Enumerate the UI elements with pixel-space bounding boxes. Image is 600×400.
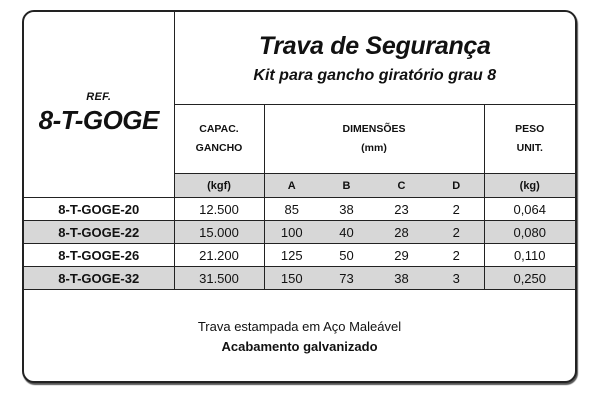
row-peso: 0,250 [484, 267, 575, 290]
unit-d: D [429, 174, 484, 198]
ref-label: REF. [86, 91, 112, 103]
row-dim-c: 28 [374, 221, 429, 244]
row-dim-d: 2 [429, 198, 484, 221]
unit-b: B [319, 174, 374, 198]
row-ref: 8-T-GOGE-20 [24, 198, 174, 221]
unit-kgf: (kgf) [174, 174, 264, 198]
peso-header [484, 105, 575, 174]
row-capac: 31.500 [174, 267, 264, 290]
peso-header-line1: PESO [515, 123, 545, 135]
footer-notes [24, 319, 575, 354]
row-capac: 12.500 [174, 198, 264, 221]
unit-c: C [374, 174, 429, 198]
ref-code: 8-T-GOGE [38, 105, 159, 135]
row-dim-d: 2 [429, 221, 484, 244]
row-dim-b: 40 [319, 221, 374, 244]
capac-header-line2: GANCHO [195, 142, 243, 154]
page-title: Trava de Segurança [258, 31, 491, 60]
row-peso: 0,080 [484, 221, 575, 244]
row-dim-a: 100 [264, 221, 319, 244]
row-dim-c: 29 [374, 244, 429, 267]
row-dim-b: 73 [319, 267, 374, 290]
capac-header [174, 105, 264, 174]
dimensions-header-line1: DIMENSÕES [342, 123, 406, 135]
row-dim-d: 2 [429, 244, 484, 267]
table-row [24, 244, 575, 267]
table-row [24, 198, 575, 221]
row-peso: 0,064 [484, 198, 575, 221]
row-dim-a: 85 [264, 198, 319, 221]
row-peso: 0,110 [484, 244, 575, 267]
unit-kg: (kg) [484, 174, 575, 198]
row-dim-b: 38 [319, 198, 374, 221]
dimensions-header [264, 105, 484, 174]
row-dim-a: 125 [264, 244, 319, 267]
page-subtitle: Kit para gancho giratório grau 8 [253, 66, 497, 84]
dimensions-header-line2: (mm) [361, 142, 387, 154]
table-row [24, 267, 575, 290]
row-capac: 15.000 [174, 221, 264, 244]
row-ref: 8-T-GOGE-26 [24, 244, 174, 267]
row-ref: 8-T-GOGE-32 [24, 267, 174, 290]
footer-material: Trava estampada em Aço Maleável [197, 319, 402, 334]
row-capac: 21.200 [174, 244, 264, 267]
peso-header-line2: UNIT. [516, 142, 543, 154]
row-dim-b: 50 [319, 244, 374, 267]
footer-finish: Acabamento galvanizado [221, 339, 378, 354]
spec-card [22, 10, 577, 383]
row-dim-c: 23 [374, 198, 429, 221]
unit-a: A [264, 174, 319, 198]
row-dim-c: 38 [374, 267, 429, 290]
spec-table [24, 12, 575, 290]
title-cell [174, 12, 575, 105]
row-dim-d: 3 [429, 267, 484, 290]
ref-header-cell [24, 12, 174, 198]
row-ref: 8-T-GOGE-22 [24, 221, 174, 244]
capac-header-line1: CAPAC. [199, 123, 239, 135]
table-row [24, 221, 575, 244]
row-dim-a: 150 [264, 267, 319, 290]
